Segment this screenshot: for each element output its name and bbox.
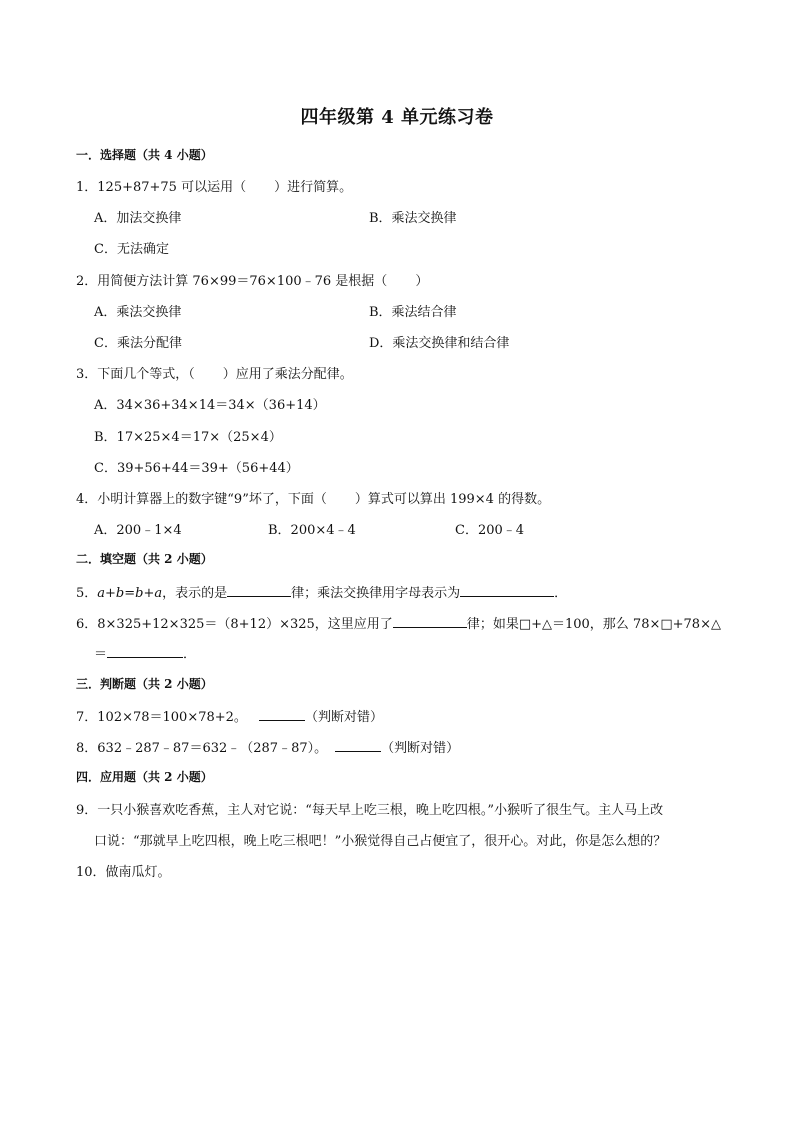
question-2 — [76, 270, 428, 289]
question-5-expression: a+b=b+a — [97, 586, 163, 601]
fill-blank[interactable] — [460, 584, 554, 597]
question-3-option-b: B．17×25×4＝17×（25×4） — [94, 430, 282, 445]
question-4-option-b: B．200×4﹣4 — [268, 523, 356, 538]
question-6 — [76, 613, 721, 632]
fill-blank[interactable] — [393, 615, 467, 628]
question-9-line-1: 9．一只小猴喜欢吃香蕉，主人对它说：“每天早上吃三根，晚上吃四根。”小猴听了很生气。主人马上改 — [76, 803, 664, 818]
question-5-number: 5． — [76, 586, 98, 601]
question-3 — [76, 363, 353, 382]
question-2-stem-end: ） — [415, 274, 429, 289]
question-4-stem-start: 4．小明计算器上的数字键“9”坏了，下面（ — [76, 492, 327, 507]
question-6-line-2 — [94, 643, 196, 662]
question-1-option-c: C．无法确定 — [94, 242, 169, 257]
judge-blank[interactable] — [335, 739, 381, 752]
question-8 — [76, 737, 459, 756]
question-8-hint: （判断对错） — [381, 741, 460, 756]
question-7-hint: （判断对错） — [304, 710, 383, 725]
question-5-text: ，表示的是 — [162, 586, 228, 601]
page-title: 四年级第 4 单元练习卷 — [300, 107, 494, 128]
question-4-option-a: A．200﹣1×4 — [94, 523, 182, 538]
fill-blank[interactable] — [227, 584, 291, 597]
question-1-option-b: B．乘法交换律 — [369, 211, 457, 226]
question-5-text-2: 律；乘法交换律用字母表示为 — [291, 586, 461, 601]
question-1-stem-start: 1．125+87+75 可以运用（ — [76, 180, 247, 195]
question-3-stem-end: ）应用了乘法分配律。 — [222, 367, 353, 382]
question-1-stem-end: ）进行简算。 — [274, 180, 353, 195]
question-4-stem-end: ）算式可以算出 199×4 的得数。 — [354, 492, 551, 507]
question-6-equals: ＝ — [94, 647, 108, 662]
question-7 — [76, 706, 383, 725]
fill-blank[interactable] — [107, 645, 183, 658]
question-3-option-c: C．39+56+44＝39+（56+44） — [94, 461, 299, 476]
section-heading-choice: 一．选择题（共 4 小题） — [76, 148, 213, 162]
judge-blank[interactable] — [259, 708, 305, 721]
question-2-stem-start: 2．用简便方法计算 76×99＝76×100﹣76 是根据（ — [76, 274, 388, 289]
question-3-option-a: A．34×36+34×14＝34×（36+14） — [94, 398, 326, 413]
question-9-line-2: 口说：“那就早上吃四根，晚上吃三根吧！”小猴觉得自己占便宜了，很开心。对此，你是怎么想的？ — [94, 834, 667, 849]
question-4 — [76, 488, 550, 507]
question-1-option-a: A．加法交换律 — [94, 211, 182, 226]
section-heading-fill-blank: 二．填空题（共 2 小题） — [76, 552, 213, 566]
question-5 — [76, 582, 567, 601]
question-8-stem: 8．632﹣287﹣87＝632﹣（287﹣87）。 — [76, 741, 328, 756]
question-2-option-d: D．乘法交换律和结合律 — [369, 336, 510, 351]
question-2-option-c: C．乘法分配律 — [94, 336, 182, 351]
question-3-stem-start: 3．下面几个等式，（ — [76, 367, 195, 382]
question-4-option-c: C．200﹣4 — [455, 523, 525, 538]
question-6-stem: 6．8×325+12×325＝（8+12）×325，这里应用了 — [76, 617, 393, 632]
question-10: 10．做南瓜灯。 — [76, 865, 171, 880]
section-heading-true-false: 三．判断题（共 2 小题） — [76, 677, 213, 691]
question-7-stem: 7．102×78＝100×78+2。 — [76, 710, 247, 725]
question-2-option-b: B．乘法结合律 — [369, 305, 457, 320]
question-6-text: 律；如果□+△＝100，那么 78×□+78×△ — [466, 617, 721, 632]
section-heading-application: 四．应用题（共 2 小题） — [76, 770, 213, 784]
question-1 — [76, 176, 352, 195]
question-2-option-a: A．乘法交换律 — [94, 305, 182, 320]
question-5-end: ． — [554, 586, 568, 601]
question-6-end: ． — [183, 647, 197, 662]
